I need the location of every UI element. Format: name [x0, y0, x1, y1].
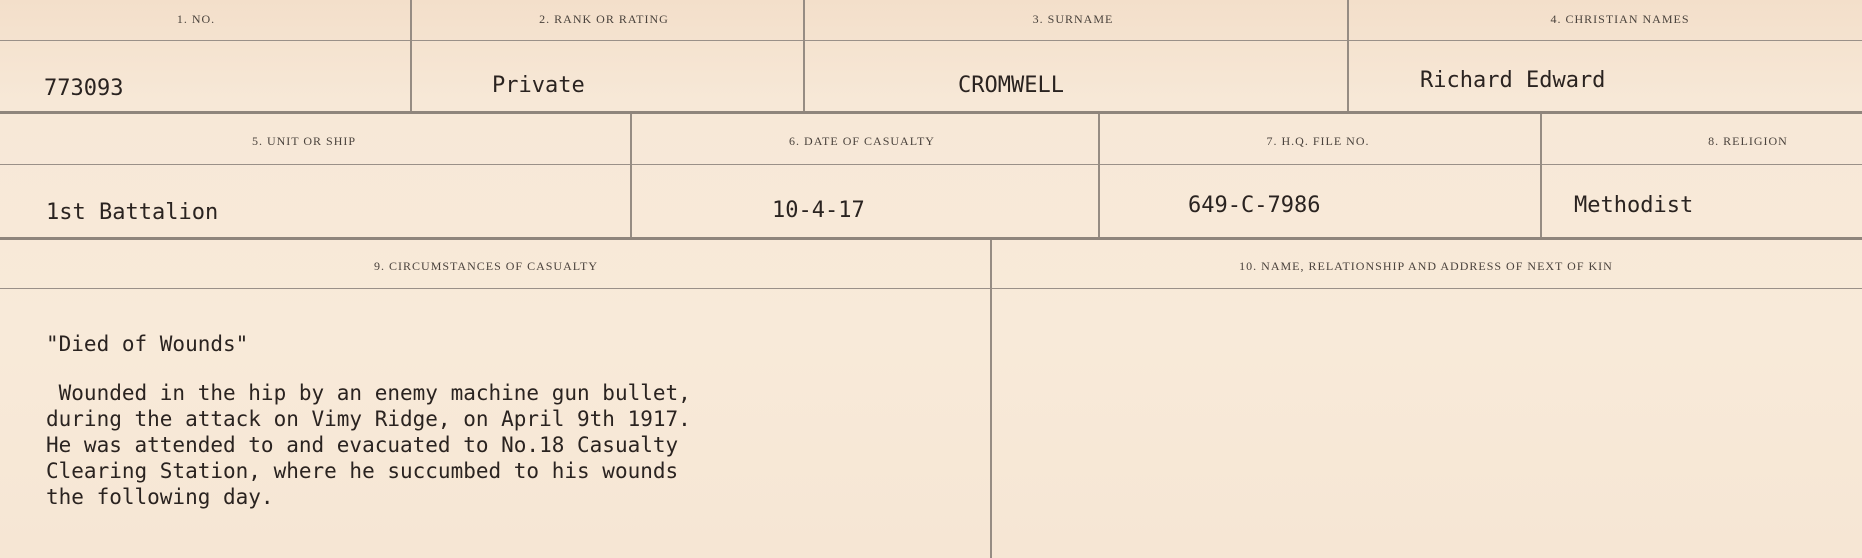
- rule: [0, 237, 1862, 240]
- circumstances-line: He was attended to and evacuated to No.18 Casualty: [46, 433, 679, 457]
- header-rank: 2. RANK OR RATING: [539, 12, 669, 26]
- rule: [0, 40, 1862, 41]
- rule: [630, 114, 632, 237]
- header-date: 6. DATE OF CASUALTY: [789, 134, 935, 148]
- value-rank: Private: [492, 73, 585, 98]
- value-file-no: 649-C-7986: [1188, 193, 1321, 218]
- circumstances-line: during the attack on Vimy Ridge, on April 9th 1917.: [46, 407, 691, 431]
- rule: [1098, 114, 1100, 237]
- circumstances-title: "Died of Wounds": [46, 332, 249, 356]
- rule: [990, 240, 992, 558]
- rule: [410, 0, 412, 111]
- rule: [0, 111, 1862, 114]
- value-surname: CROMWELL: [958, 73, 1064, 98]
- header-file-no: 7. H.Q. FILE NO.: [1266, 134, 1370, 148]
- rule: [803, 0, 805, 111]
- rule: [1540, 114, 1542, 237]
- value-unit: 1st Battalion: [46, 200, 219, 225]
- header-surname: 3. SURNAME: [1032, 12, 1114, 26]
- header-no: 1. NO.: [176, 12, 216, 26]
- rule: [1347, 0, 1349, 111]
- circumstances-line: the following day.: [46, 485, 274, 509]
- value-date: 10-4-17: [772, 198, 865, 223]
- rule: [0, 164, 1862, 165]
- header-unit: 5. UNIT OR SHIP: [251, 134, 357, 148]
- header-religion: 8. RELIGION: [1708, 134, 1788, 148]
- circumstances-line: Wounded in the hip by an enemy machine gun bullet,: [46, 381, 691, 405]
- header-next-of-kin: 10. NAME, RELATIONSHIP AND ADDRESS OF NEXT OF KIN: [1239, 259, 1613, 273]
- header-circumstances: 9. CIRCUMSTANCES OF CASUALTY: [374, 259, 598, 273]
- value-no: 773093: [44, 76, 124, 101]
- rule: [0, 288, 1862, 289]
- circumstances-line: Clearing Station, where he succumbed to his wounds: [46, 459, 679, 483]
- value-christian-names: Richard Edward: [1420, 68, 1606, 93]
- header-christian-names: 4. CHRISTIAN NAMES: [1550, 12, 1690, 26]
- value-religion: Methodist: [1574, 193, 1694, 218]
